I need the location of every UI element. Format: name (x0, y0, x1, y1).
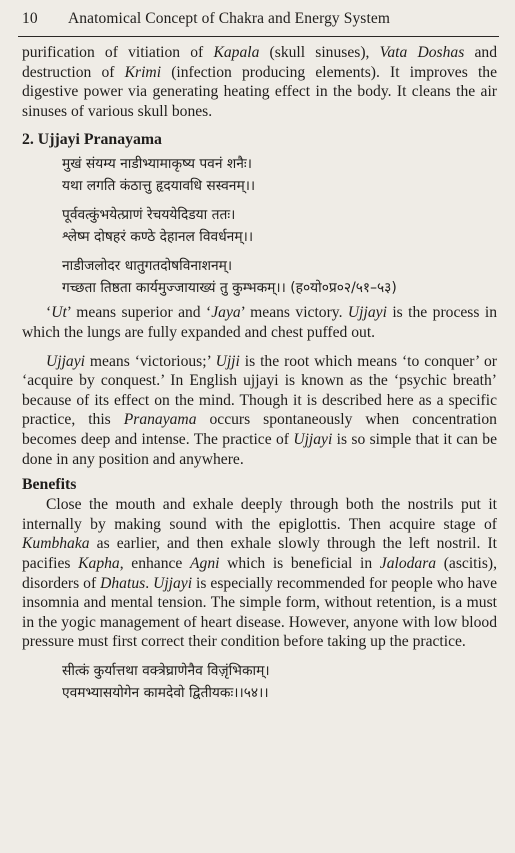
page-number: 10 (22, 10, 38, 27)
verse-line: एवमभ्यासयोगेन कामदेवो द्वितीयकः।।५४।। (62, 684, 269, 701)
verse-line: गच्छता तिष्ठता कार्यमुज्जायाख्यं तु कुम्भकम्।। (ह०यो०प्र०२/५१–५३) (62, 280, 397, 297)
verse-line: सीत्कं कुर्यात्तथा वक्त्रेघ्राणेनैव विज़ृंभिकाम्। (62, 662, 270, 679)
verse-line: श्लेष्म दोषहरं कण्ठे देहानल विवर्धनम्।। (62, 229, 254, 246)
verse-line: मुखं संयम्य नाडीभ्यामाकृष्य पवनं शनैः। (62, 156, 252, 173)
verse-line: यथा लगति कंठात्तु हृदयावधि सस्वनम्।। (62, 178, 256, 195)
paragraph-benefits: Close the mouth and exhale deeply through both the nostrils put it internally by making sound with the epiglottis. Then acquire stage of Kumbhaka as earlier, and then exhale slowly through the left nostril. It pacifies Kapha, enhance Agni which is beneficial in Jalodara (ascitis), disorders of Dhatus. Ujjayi is especially recommended for people who have insomnia and mental tension. The simple form, without retention, is a must in the yogic management of heart disease. However, anyone with low blood pressure must first correct their condition before taking up the practice. (22, 496, 497, 651)
verse-line: नाडीजलोदर धातुगतदोषविनाशनम्। (62, 258, 233, 275)
running-title: Anatomical Concept of Chakra and Energy System (68, 10, 390, 27)
paragraph-ujjayi-meaning: Ujjayi means ‘victorious;’ Ujji is the root which means ‘to conquer’ or ‘acquire by conquest.’ In English ujjayi is known as the ‘psychic breath’ because of its effect on the mind. Though it is described here as a specific practice, this Pranayama occurs spontaneously when concentration becomes deep and intense. The practice of Ujjayi is so simple that it can be done in any position and anywhere. (22, 352, 497, 468)
benefits-heading: Benefits (22, 476, 77, 494)
intro-paragraph: purification of vitiation of Kapala (skull sinuses), Vata Doshas and destruction of Krimi (infection producing elements). It improves the digestive power via generating heating effect in the body. It cleans the air sinuses of various skull bones. (22, 44, 497, 120)
section-heading: 2. Ujjayi Pranayama (22, 131, 162, 149)
verse-line: पूर्ववत्कुंभयेत्प्राणं रेचययेदिडया ततः। (62, 207, 236, 224)
page-body (22, 43, 497, 704)
paragraph-ut-jaya: ‘Ut’ means superior and ‘Jaya’ means victory. Ujjayi is the process in which the lungs are fully expanded and chest puffed out. (22, 304, 498, 341)
page-header (22, 10, 497, 36)
header-rule (18, 36, 499, 37)
